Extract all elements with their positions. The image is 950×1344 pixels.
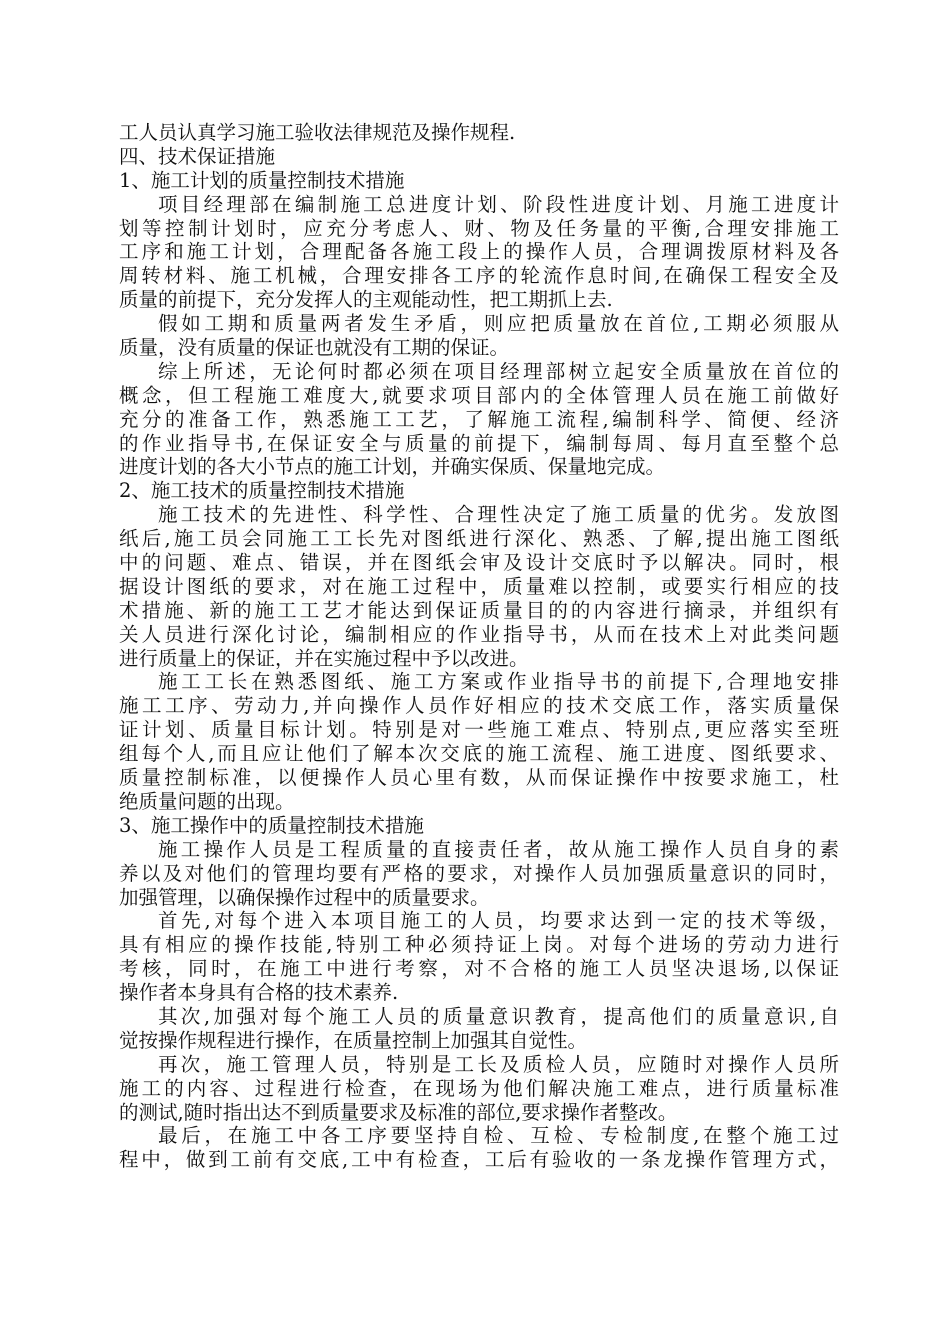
paragraph-line: 质量控制标准，以便操作人员心里有数，从而保证操作中按要求施工，杜 <box>119 766 839 790</box>
paragraph-line: 施工工序、劳动力,并向操作人员作好相应的技术交底工作，落实质量保 <box>119 694 839 718</box>
paragraph-line: 充分的准备工作，熟悉施工工艺，了解施工流程,编制科学、简便、经济 <box>119 407 839 431</box>
paragraph-line: 操作者本身具有合格的技术素养. <box>119 981 399 1005</box>
paragraph-line: 项目经理部在编制施工总进度计划、阶段性进度计划、月施工进度计 <box>158 192 839 216</box>
section-heading: 3、施工操作中的质量控制技术措施 <box>119 813 424 837</box>
section-heading: 2、施工技术的质量控制技术措施 <box>119 479 405 503</box>
paragraph-line: 综上所述，无论何时都必须在项目经理部树立起安全质量放在首位的 <box>158 359 839 383</box>
paragraph-line: 施工工长在熟悉图纸、施工方案或作业指导书的前提下,合理地安排 <box>158 670 839 694</box>
paragraph-line: 据设计图纸的要求，对在施工过程中，质量难以控制，或要实行相应的技 <box>119 574 839 598</box>
paragraph <box>119 360 839 479</box>
paragraph-line: 施工技术的先进性、科学性、合理性决定了施工质量的优劣。发放图 <box>158 503 839 527</box>
paragraph <box>119 909 839 1005</box>
paragraph <box>119 1053 839 1125</box>
paragraph-line: 再次，施工管理人员，特别是工长及质检人员，应随时对操作人员所 <box>158 1052 839 1076</box>
paragraph <box>119 121 839 145</box>
paragraph-line: 施工的内容、过程进行检查，在现场为他们解决施工难点，进行质量标准 <box>119 1076 839 1100</box>
paragraph-line: 绝质量问题的出现。 <box>119 789 295 813</box>
paragraph-line: 组每个人,而且应让他们了解本次交底的施工流程、施工进度、图纸要求、 <box>119 742 839 766</box>
paragraph-line: 工序和施工计划，合理配备各施工段上的操作人员，合理调拨原材料及各 <box>119 240 839 264</box>
paragraph-line: 最后，在施工中各工序要坚持自检、互检、专检制度,在整个施工过 <box>158 1124 839 1148</box>
paragraph-line: 具有相应的操作技能,特别工种必须持证上岗。对每个进场的劳动力进行 <box>119 933 839 957</box>
paragraph <box>119 670 839 813</box>
section-heading: 四、技术保证措施 <box>119 144 276 168</box>
paragraph-line: 周转材料、施工机械，合理安排各工序的轮流作息时间,在确保工程安全及 <box>119 264 839 288</box>
paragraph <box>119 1005 839 1053</box>
paragraph-line: 的作业指导书,在保证安全与质量的前提下，编制每周、每月直至整个总 <box>119 431 839 455</box>
paragraph-line: 纸后,施工员会同施工工长先对图纸进行深化、熟悉、了解,提出施工图纸 <box>119 527 839 551</box>
section-heading: 1、施工计划的质量控制技术措施 <box>119 168 405 192</box>
paragraph-line: 其次,加强对每个施工人员的质量意识教育，提高他们的质量意识,自 <box>158 1004 839 1028</box>
paragraph-line: 证计划、质量目标计划。特别是对一些施工难点、特别点,更应落实至班 <box>119 718 839 742</box>
paragraph-line: 考核，同时，在施工中进行考察，对不合格的施工人员坚决退场,以保证 <box>119 957 839 981</box>
paragraph-line: 概念，但工程施工难度大,就要求项目部内的全体管理人员在施工前做好 <box>119 383 839 407</box>
paragraph <box>119 1124 839 1172</box>
document-page <box>119 121 839 1172</box>
paragraph <box>119 838 839 910</box>
paragraph-line: 质量，没有质量的保证也就没有工期的保证。 <box>119 336 510 360</box>
paragraph-line: 施工操作人员是工程质量的直接责任者，故从施工操作人员自身的素 <box>158 837 839 861</box>
paragraph <box>119 312 839 360</box>
paragraph-line: 加强管理，以确保操作过程中的质量要求。 <box>119 885 490 909</box>
paragraph-line: 首先,对每个进入本项目施工的人员，均要求达到一定的技术等级， <box>158 909 839 933</box>
paragraph-line: 术措施、新的施工工艺才能达到保证质量目的的内容进行摘录，并组织有 <box>119 598 839 622</box>
paragraph-line: 程中，做到工前有交底,工中有检查，工后有验收的一条龙操作管理方式， <box>119 1148 839 1172</box>
paragraph-line: 划等控制计划时，应充分考虑人、财、物及任务量的平衡,合理安排施工 <box>119 216 839 240</box>
paragraph-line: 进度计划的各大小节点的施工计划，并确实保质、保量地完成。 <box>119 455 666 479</box>
paragraph-line: 养以及对他们的管理均要有严格的要求，对操作人员加强质量意识的同时， <box>119 861 839 885</box>
paragraph-line: 中的问题、难点、错误，并在图纸会审及设计交底时予以解决。同时，根 <box>119 551 839 575</box>
paragraph <box>119 193 839 312</box>
paragraph-line: 质量的前提下，充分发挥人的主观能动性，把工期抓上去. <box>119 288 613 312</box>
paragraph-line: 觉按操作规程进行操作，在质量控制上加强其自觉性。 <box>119 1028 588 1052</box>
paragraph <box>119 503 839 670</box>
paragraph-line: 关人员进行深化讨论，编制相应的作业指导书，从而在技术上对此类问题 <box>119 622 839 646</box>
paragraph-line: 的测试,随时指出达不到质量要求及标准的部位,要求操作者整改。 <box>119 1100 678 1124</box>
paragraph-line: 假如工期和质量两者发生矛盾，则应把质量放在首位,工期必须服从 <box>158 312 839 336</box>
paragraph-line: 进行质量上的保证，并在实施过程中予以改进。 <box>119 646 529 670</box>
paragraph-line: 工人员认真学习施工验收法律规范及操作规程. <box>119 121 516 144</box>
